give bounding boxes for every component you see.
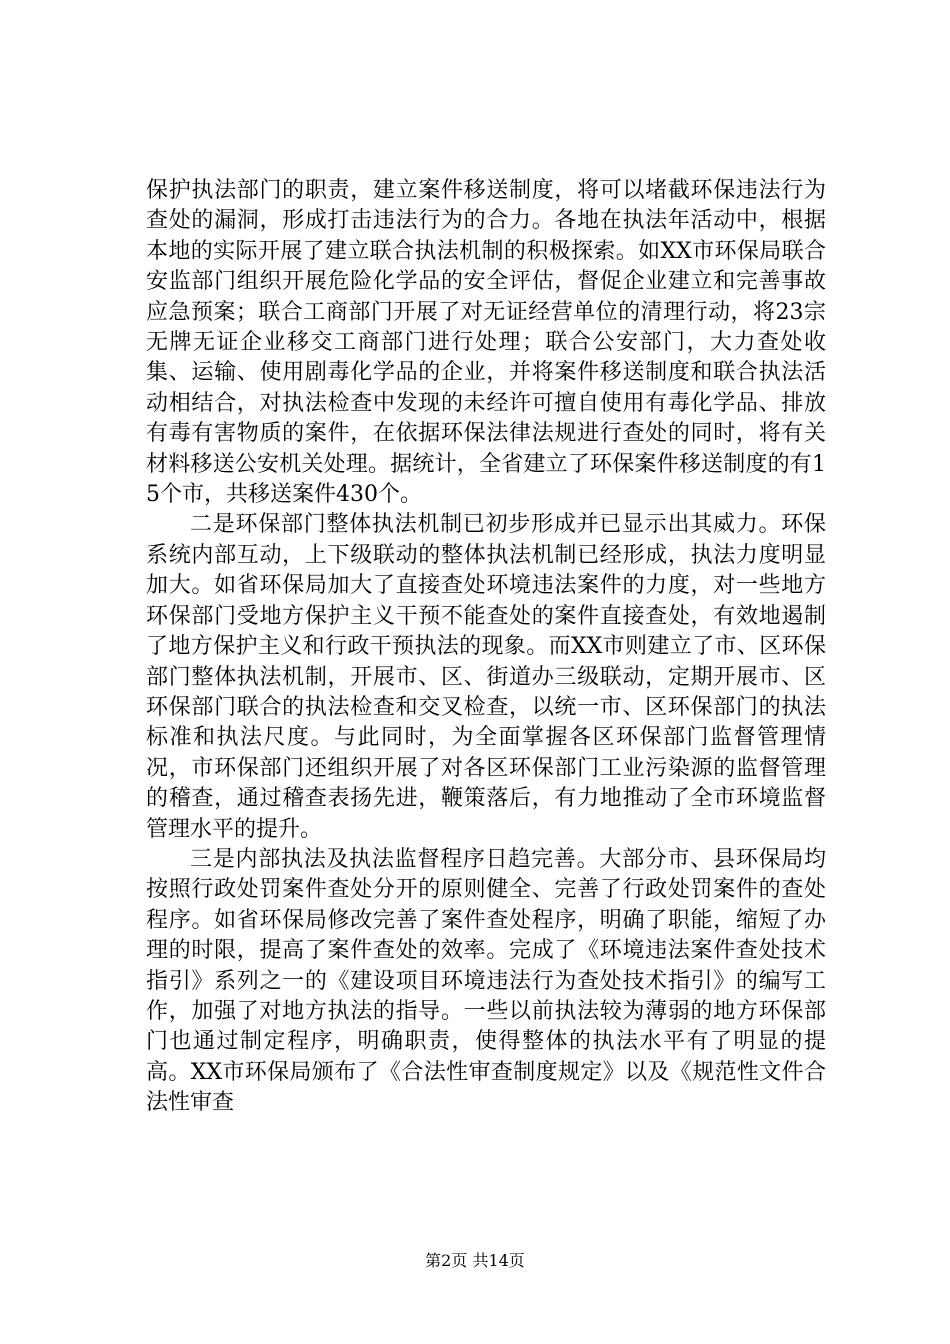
- document-body: [146, 176, 826, 1119]
- paragraph-3: 三是内部执法及执法监督程序日趋完善。大部分市、县环保局均按照行政处罚案件查处分开的原则健全、完善了行政处罚案件的查处程序。如省环保局修改完善了案件查处程序，明确了职能，缩短了办理的时限，提高了案件查处的效率。完成了《环境违法案件查处技术指引》系列之一的《建设项目环境违法行为查处技术指引》的编写工作，加强了对地方执法的指导。一些以前执法较为薄弱的地方环保部门也通过制定程序，明确职责，使得整体的执法水平有了明显的提高。XX市环保局颁布了《合法性审查制度规定》以及《规范性文件合法性审查: [146, 846, 826, 1116]
- paragraph-continued: 保护执法部门的职责，建立案件移送制度，将可以堵截环保违法行为查处的漏洞，形成打击违法行为的合力。各地在执法年活动中，根据本地的实际开展了建立联合执法机制的积极探索。如XX市环保局联合安监部门组织开展危险化学品的安全评估，督促企业建立和完善事故应急预案；联合工商部门开展了对无证经营单位的清理行动，将23宗无牌无证企业移交工商部门进行处理；联合公安部门，大力查处收集、运输、使用剧毒化学品的企业，并将案件移送制度和联合执法活动相结合，对执法检查中发现的未经许可擅自使用有毒化学品、排放有毒有害物质的案件，在依据环保法律法规进行查处的同时，将有关材料移送公安机关处理。据统计，全省建立了环保案件移送制度的有15个市，共移送案件430个。: [146, 178, 826, 508]
- page-number-footer: 第2页 共14页: [425, 1251, 525, 1270]
- paragraph-2: 二是环保部门整体执法机制已初步形成并已显示出其威力。环保系统内部互动，上下级联动的整体执法机制已经形成，执法力度明显加大。如省环保局加大了直接查处环境违法案件的力度，对一些地方环保部门受地方保护主义干预不能查处的案件直接查处，有效地遏制了地方保护主义和行政干预执法的现象。而XX市则建立了市、区环保部门整体执法机制，开展市、区、街道办三级联动，定期开展市、区环保部门联合的执法检查和交叉检查，以统一市、区环保部门的执法标准和执法尺度。与此同时，为全面掌握各区环保部门监督管理情况，市环保部门还组织开展了对各区环保部门工业污染源的监督管理的稽查，通过稽查表扬先进，鞭策落后，有力地推动了全市环境监督管理水平的提升。: [146, 512, 826, 842]
